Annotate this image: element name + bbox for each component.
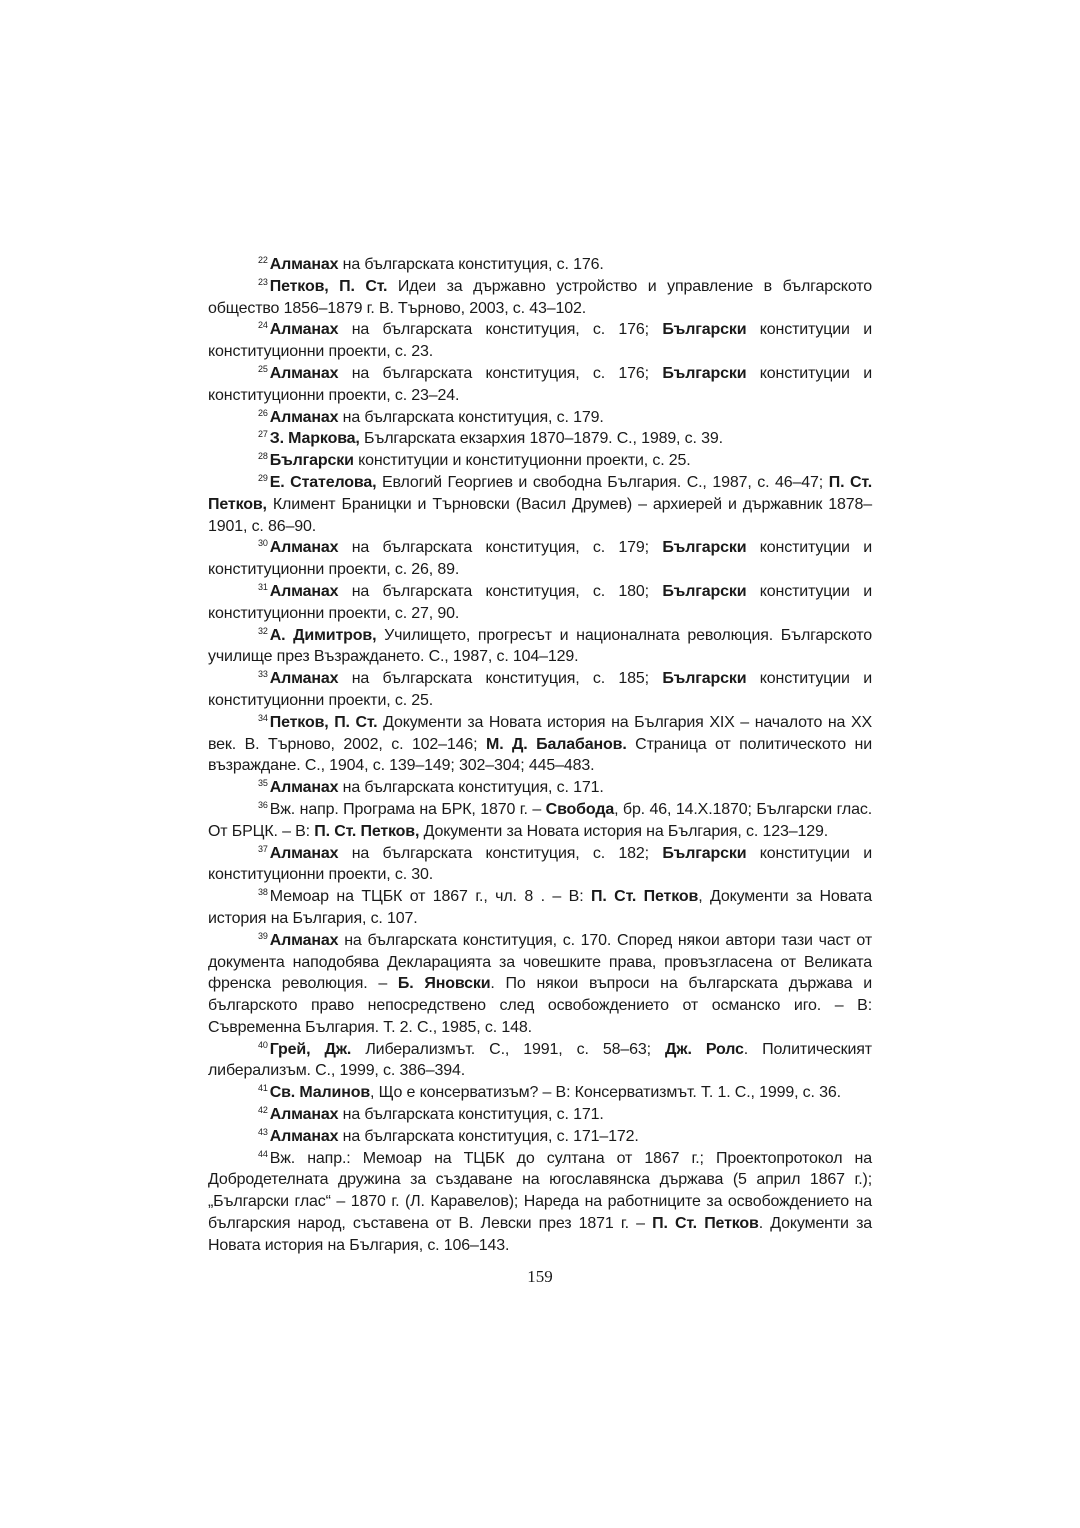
footnote-number: 44 <box>258 1148 268 1159</box>
footnote-author: Алманах <box>269 364 339 382</box>
footnote-37 <box>208 843 872 887</box>
footnote-author: Дж. Ролс <box>665 1040 744 1058</box>
footnote-author: Св. Малинов <box>269 1084 371 1102</box>
footnote-number: 29 <box>258 472 268 483</box>
footnote-text: на българската конституция, с. 179. <box>338 408 604 426</box>
footnote-text: на българската конституция, с. 170. Според някои автори тази част от документа наподобява Декларацията за човешките права, провъзгласена от Великата френска революция. – <box>208 931 872 993</box>
footnote-text: конституции и конституционни проекти, с. 25. <box>208 670 872 709</box>
footnote-author: Грей, Дж. <box>269 1040 352 1058</box>
footnote-author: Български <box>662 539 747 557</box>
footnote-number: 30 <box>258 538 268 549</box>
footnote-author: П. Ст. Петков <box>652 1215 759 1233</box>
footnote-text: конституции и конституционни проекти, с. 26, 89. <box>208 539 872 579</box>
footnote-number: 40 <box>258 1039 268 1050</box>
footnotes-list <box>208 254 872 1257</box>
footnote-43 <box>208 1126 872 1148</box>
footnote-author: Алманах <box>269 408 339 426</box>
footnote-38 <box>208 886 872 930</box>
footnote-31 <box>208 581 872 625</box>
footnote-41 <box>208 1082 872 1104</box>
footnote-number: 38 <box>258 887 268 898</box>
footnote-text: Училището, прогресът и националната революция. Българското училище през Възраждането. С., 1987, с. 104–129. <box>208 626 873 666</box>
footnote-text: на българската конституция, с. 182; <box>338 844 663 862</box>
footnote-42 <box>208 1104 872 1126</box>
footnote-number: 37 <box>258 843 268 854</box>
footnote-text: Документи за Новата история на България, с. 123–129. <box>419 822 828 840</box>
footnote-number: 36 <box>258 799 268 810</box>
footnote-author: З. Маркова, <box>269 430 360 448</box>
footnote-author: Алманах <box>269 582 339 600</box>
footnote-author: Алманах <box>269 931 339 949</box>
footnote-author: М. Д. Балабанов. <box>486 735 627 753</box>
footnote-24 <box>208 319 872 363</box>
footnote-author: Петков, П. Ст. <box>269 277 388 295</box>
footnote-40 <box>208 1039 872 1083</box>
footnote-text: Идеи за държавно устройство и управление в българското общество 1856–1879 г. В. Търново, 2003, с. 43–102. <box>208 277 872 317</box>
footnote-number: 43 <box>258 1126 268 1137</box>
footnote-39 <box>208 930 872 1039</box>
footnote-text: , Документи за Новата история на България, с. 107. <box>208 888 872 927</box>
footnote-36 <box>208 799 872 843</box>
footnote-number: 22 <box>258 255 268 265</box>
footnote-number: 42 <box>258 1105 268 1116</box>
footnote-number: 26 <box>258 407 268 418</box>
footnote-number: 23 <box>258 276 268 287</box>
footnote-author: Български <box>269 452 354 470</box>
footnote-text: на българската конституция, с. 171. <box>338 1106 604 1124</box>
footnote-text: на българската конституция, с. 176; <box>338 364 663 382</box>
footnote-author: Български <box>662 670 747 688</box>
footnote-number: 34 <box>258 712 268 723</box>
footnote-text: Мемоар на ТЦБК от 1867 г., чл. 8 . – В: <box>269 888 591 906</box>
footnote-23 <box>208 276 872 320</box>
footnote-text: на българската конституция, с. 176; <box>338 321 663 339</box>
footnote-35 <box>208 777 872 799</box>
footnote-text: на българската конституция, с. 180; <box>338 582 663 600</box>
footnote-text: конституции и конституционни проекти, с. 23. <box>208 321 872 361</box>
footnote-author: Български <box>662 844 747 862</box>
footnote-author: Алманах <box>269 844 339 862</box>
footnote-number: 25 <box>258 363 268 374</box>
footnote-number: 28 <box>258 451 268 462</box>
footnote-44 <box>208 1148 872 1257</box>
footnote-number: 27 <box>258 429 268 440</box>
footnote-number: 24 <box>258 320 268 331</box>
footnote-number: 39 <box>258 930 268 941</box>
footnote-author: Свобода <box>545 800 615 818</box>
footnote-author: Алманах <box>269 321 339 339</box>
footnote-25 <box>208 363 872 407</box>
footnote-text: Климент Браницки и Търновски (Васил Друмев) – архиерей и държавник 1878–1901, с. 86–90. <box>208 495 872 535</box>
footnote-number: 35 <box>258 778 268 789</box>
footnote-32 <box>208 625 872 669</box>
footnote-author: Е. Стателова, <box>269 473 377 491</box>
footnote-text: . По някои въпроси на българската държава и българското право непосредствено след освобождението от османско иго. – В: Съвременна България. Т. 2. С., 1985, с. 148. <box>208 975 872 1036</box>
footnote-text: Вж. напр.: Мемоар на ТЦБК до султана от 1867 г.; Проектопротокол на Добродетелната дружина за създаване на югославянска държава (5 април 1867 г.); „Български глас“ – 1870 г. (Л. Каравелов); Нареда на работниците за освобождението на българския народ, съставена от В. Левски през 1871 г. – <box>208 1149 872 1233</box>
footnote-author: Алманах <box>269 1106 339 1124</box>
footnote-text: на българската конституция, с. 171–172. <box>338 1127 639 1145</box>
footnote-number: 31 <box>258 581 268 592</box>
footnote-text: , бр. 46, 14.Х.1870; Български глас. От БРЦК. – В: <box>208 800 872 840</box>
footnote-30 <box>208 537 872 581</box>
footnote-author: Алманах <box>269 539 339 557</box>
footnote-text: Либерализмът. С., 1991, с. 58–63; <box>351 1040 666 1058</box>
footnote-text: Евлогий Георгиев и свободна България. С., 1987, с. 46–47; <box>376 473 829 491</box>
footnote-author: П. Ст. Петков <box>591 888 699 906</box>
footnote-text: . Документи за Новата история на България, с. 106–143. <box>208 1215 873 1254</box>
footnote-author: А. Димитров, <box>269 626 377 644</box>
footnote-22 <box>208 254 872 276</box>
footnote-text: конституции и конституционни проекти, с. 30. <box>208 844 872 884</box>
footnote-text: конституции и конституционни проекти, с. 27, 90. <box>208 582 872 622</box>
footnote-author: Алманах <box>269 256 339 273</box>
footnote-author: Петков, П. Ст. <box>269 713 378 731</box>
footnote-number: 33 <box>258 669 268 680</box>
footnote-text: на българската конституция, с. 176. <box>338 256 604 273</box>
footnote-author: Алманах <box>269 670 339 688</box>
footnote-author: П. Ст. Петков, <box>208 473 872 513</box>
footnote-29 <box>208 472 872 537</box>
footnote-33 <box>208 668 872 712</box>
footnote-text: Българската екзархия 1870–1879. С., 1989, с. 39. <box>359 430 723 448</box>
footnote-author: Б. Яновски <box>397 975 491 993</box>
footnote-author: П. Ст. Петков, <box>314 822 420 840</box>
footnote-text: конституции и конституционни проекти, с. 23–24. <box>208 364 872 404</box>
footnote-author: Алманах <box>269 779 339 797</box>
footnote-28 <box>208 450 872 472</box>
footnote-author: Български <box>662 364 747 382</box>
footnote-number: 32 <box>258 625 268 636</box>
footnote-text: Документи за Новата история на България ХIХ – началото на ХХ век. В. Търново, 2002, с. 102–146; <box>208 713 872 753</box>
footnote-author: Алманах <box>269 1127 339 1145</box>
footnote-26 <box>208 407 872 429</box>
footnote-text: Страница от политическото ни възраждане. С., 1904, с. 139–149; 302–304; 445–483. <box>208 735 872 775</box>
footnote-text: . Политическият либерализъм. С., 1999, с. 386–394. <box>208 1040 872 1080</box>
footnote-34 <box>208 712 872 777</box>
page-number: 159 <box>527 1267 553 1286</box>
footnote-author: Български <box>662 321 747 339</box>
footnote-27 <box>208 428 872 450</box>
footnote-text: конституции и конституционни проекти, с. 25. <box>353 452 691 470</box>
footnote-author: Български <box>662 582 747 600</box>
footnote-text: на българската конституция, с. 185; <box>338 670 663 688</box>
footnote-text: , Що е консерватизъм? – В: Консерватизмът. Т. 1. С., 1999, с. 36. <box>370 1084 841 1102</box>
footnote-text: Вж. напр. Програма на БРК, 1870 г. – <box>269 800 546 818</box>
footnote-number: 41 <box>258 1083 268 1094</box>
footnote-text: на българската конституция, с. 179; <box>338 539 663 557</box>
footnote-text: на българската конституция, с. 171. <box>338 779 604 797</box>
